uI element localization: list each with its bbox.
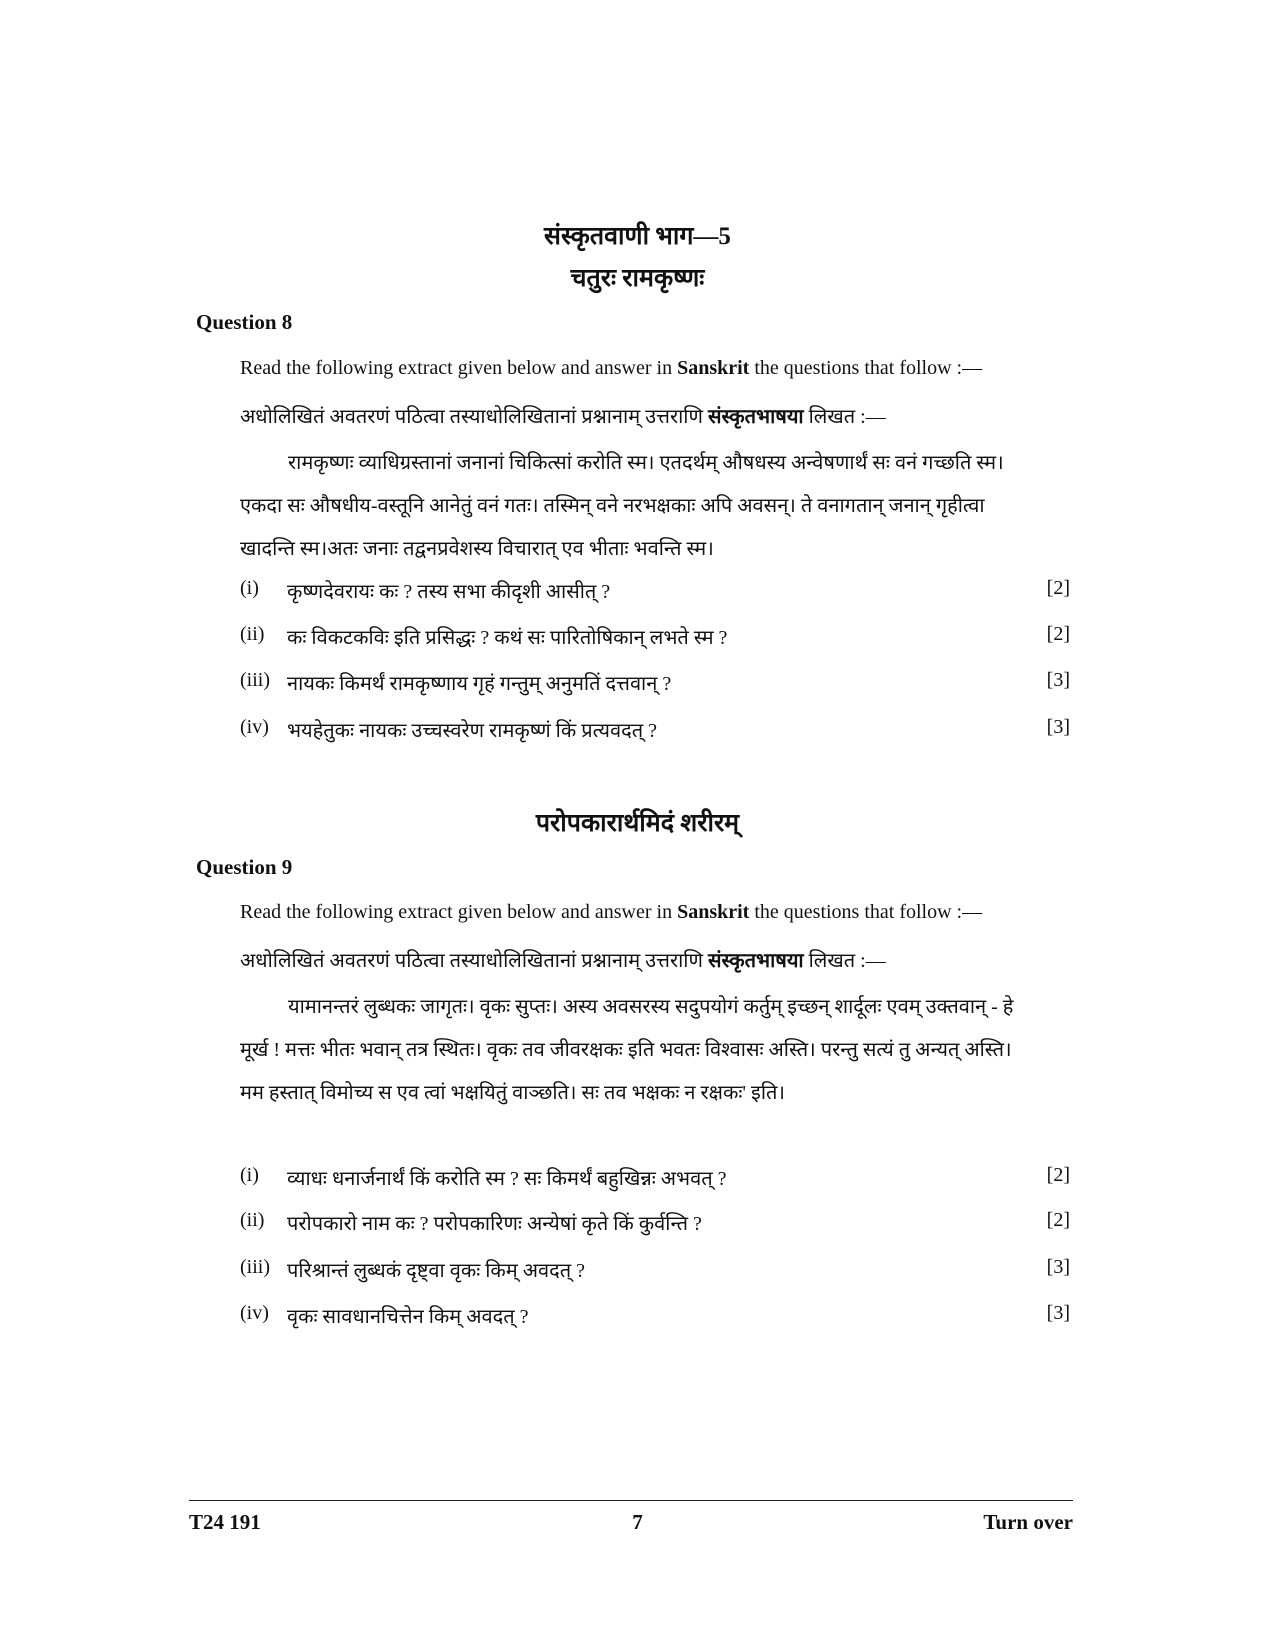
subquestion-number: (iv) [240,1302,269,1324]
question-8-passage [240,442,1020,571]
subquestion-marks: [2] [1046,1164,1070,1186]
subquestion-number: (iii) [240,1256,270,1278]
instruction-text: अधोलिखितं अवतरणं पठित्वा तस्याधोलिखितानां प्रश्नानाम् उत्तराणि [240,406,708,428]
chapter-title-paropakara: परोपकारार्थमिदं शरीरम् [535,810,740,837]
passage-text: रामकृष्णः व्याधिग्रस्तानां जनानां चिकित्सां करोति स्म। एतदर्थम् औषधस्य अन्वेषणार्थं सः वनं गच्छति स्म। एकदा सः औषधीय-वस्तूनि आनेतुं वनं गतः। तस्मिन् वने नरभक्षकाः अपि अवसन्। ते वनागतान् जनान् गृहीत्वा खादन्ति स्म।अतः जनाः तद्वनप्रवेशस्य विचारात् एव भीताः भवन्ति स्म। [240,452,1004,560]
subquestion-number: (iii) [240,669,270,691]
instruction-text: the questions that follow :— [749,357,983,379]
passage-text: यामानन्तरं लुब्धकः जागृतः। वृकः सुप्तः। अस्य अवसरस्य सदुपयोगं कर्तुम् इच्छन् शार्दूलः एवम् उक्तवान् - हे मूर्ख ! मत्तः भीतः भवान् तत्र स्थितः। वृकः तव जीवरक्षकः इति भवतः विश्वासः अस्ति। परन्तु सत्यं तु अन्यत् अस्ति। मम हस्तात् विमोच्य स एव त्वां भक्षयितुं वाञ्छति। सः तव भक्षकः न रक्षकः' इति। [240,996,1014,1104]
question-8-subquestion [240,623,1070,653]
subquestion-number: (ii) [240,1209,265,1231]
turn-over-label: Turn over [983,1510,1073,1534]
subquestion-text: व्याधः धनार्जनार्थं किं करोति स्म ? सः किमर्थं बहुखिन्नः अभवत् ? [287,1168,727,1190]
question-9-subquestion [240,1209,1070,1239]
question-9-instruction-english [240,901,982,924]
instruction-text: लिखत :— [803,950,886,972]
subquestion-marks: [2] [1046,623,1070,645]
subquestion-marks: [3] [1046,1256,1070,1278]
subquestion-text: परोपकारो नाम कः ? परोपकारिणः अन्येषां कृते किं कुर्वन्ति ? [287,1213,702,1235]
question-9-passage [240,986,1020,1115]
instruction-text: the questions that follow :— [749,901,983,923]
question-9-subquestion [240,1164,1070,1194]
page-number: 7 [632,1510,643,1534]
subquestion-marks: [2] [1046,577,1070,599]
instruction-text: लिखत :— [803,406,886,428]
instruction-bold-word: Sanskrit [677,901,750,923]
subquestion-number: (ii) [240,623,265,645]
instruction-text: अधोलिखितं अवतरणं पठित्वा तस्याधोलिखितानां प्रश्नानाम् उत्तराणि [240,950,708,972]
subquestion-marks: [3] [1046,716,1070,738]
paper-code: T24 191 [189,1510,261,1534]
subquestion-text: परिश्रान्तं लुब्धकं दृष्ट्वा वृकः किम् अवदत् ? [287,1260,586,1282]
subquestion-text: कृष्णदेवरायः कः ? तस्य सभा कीदृशी आसीत् ? [287,581,611,603]
subquestion-text: कः विकटकविः इति प्रसिद्धः ? कथं सः पारितोषिकान् लभते स्म ? [287,627,728,649]
subquestion-number: (iv) [240,716,269,738]
question-8-subquestion [240,669,1070,699]
question-8-subquestion [240,716,1070,746]
question-8-instruction-english [240,357,982,380]
question-8-heading: Question 8 [196,310,293,334]
instruction-bold-word: संस्कृतभाषया [707,406,804,428]
question-9-instruction-sanskrit [240,946,886,973]
question-9-subquestion [240,1302,1070,1332]
instruction-bold-word: Sanskrit [677,357,750,379]
subquestion-text: नायकः किमर्थं रामकृष्णाय गृहं गन्तुम् अनुमतिं दत्तवान् ? [287,673,672,695]
subquestion-marks: [3] [1046,1302,1070,1324]
subquestion-number: (i) [240,1164,259,1186]
section-title-sanskritvani: संस्कृतवाणी भाग—5 [544,223,731,250]
instruction-bold-word: संस्कृतभाषया [707,950,804,972]
subquestion-marks: [3] [1046,669,1070,691]
question-8-instruction-sanskrit [240,402,886,429]
chapter-title-chaturah-ramakrishnah: चतुरः रामकृष्णः [570,265,705,292]
instruction-text: Read the following extract given below and answer in [240,357,678,379]
question-9-subquestion [240,1256,1070,1286]
instruction-text: Read the following extract given below and answer in [240,901,678,923]
question-9-heading: Question 9 [196,855,293,879]
subquestion-text: वृकः सावधानचित्तेन किम् अवदत् ? [287,1306,529,1328]
subquestion-number: (i) [240,577,259,599]
subquestion-text: भयहेतुकः नायकः उच्चस्वरेण रामकृष्णं किं प्रत्यवदत् ? [287,720,658,742]
subquestion-marks: [2] [1046,1209,1070,1231]
footer-divider [189,1500,1073,1501]
question-8-subquestion [240,577,1070,607]
